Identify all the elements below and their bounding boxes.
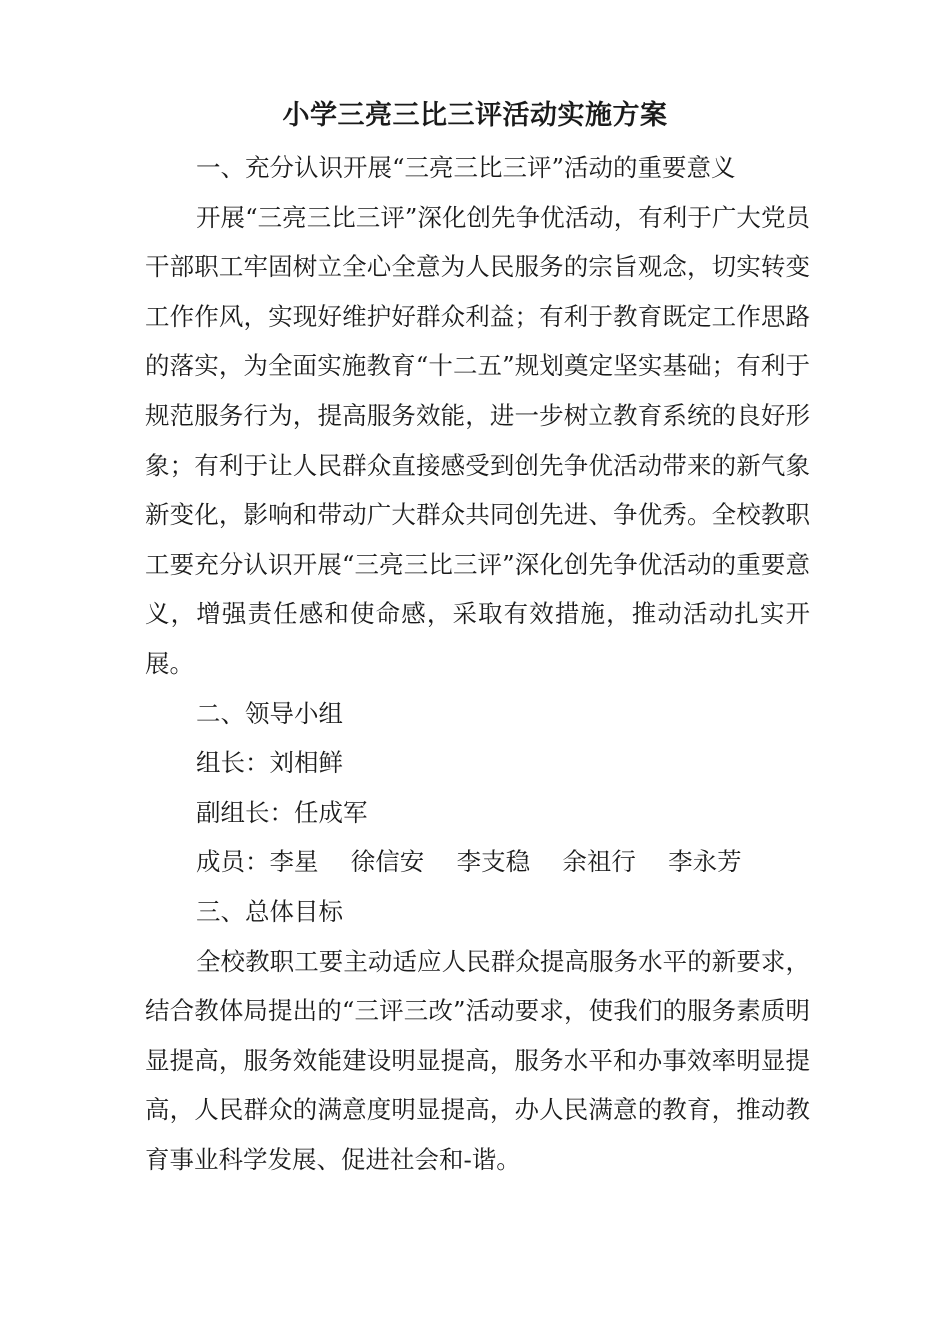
section-heading-leadership-group: 二、领导小组 (196, 698, 343, 728)
document-body (145, 143, 810, 1184)
members-line: 成员：李星 徐信安 李支稳 余祖行 李永芳 (196, 847, 742, 877)
leader-line: 组长：刘相鲜 (196, 748, 343, 778)
paragraph-significance: 开展“三亮三比三评”深化创先争优活动，有利于广大党员干部职工牢固树立全心全意为人民服务的宗旨观念，切实转变工作作风，实现好维护好群众利益；有利于教育既定工作思路的落实，为全面实施教育“十二五”规划奠定坚实基础；有利于规范服务行为，提高服务效能，进一步树立教育系统的良好形象；有利于让人民群众直接感受到创先争优活动带来的新气象新变化，影响和带动广大群众共同创先进、争优秀。全校教职工要充分认识开展“三亮三比三评”深化创先争优活动的重要意义，增强责任感和使命感，采取有效措施，推动活动扎实开展。 (145, 202, 810, 678)
section-heading-significance: 一、充分认识开展“三亮三比三评”活动的重要意义 (196, 153, 736, 182)
document-title: 小学三亮三比三评活动实施方案 (282, 100, 668, 131)
section-heading-overall-goal: 三、总体目标 (196, 896, 343, 926)
deputy-leader-line: 副组长：任成军 (196, 797, 368, 827)
paragraph-overall-goal: 全校教职工要主动适应人民群众提高服务水平的新要求，结合教体局提出的“三评三改”活动要求，使我们的服务素质明显提高，服务效能建设明显提高，服务水平和办事效率明显提高，人民群众的满意度明显提高，办人民满意的教育，推动教育事业科学发展、促进社会和-谐。 (145, 946, 810, 1174)
